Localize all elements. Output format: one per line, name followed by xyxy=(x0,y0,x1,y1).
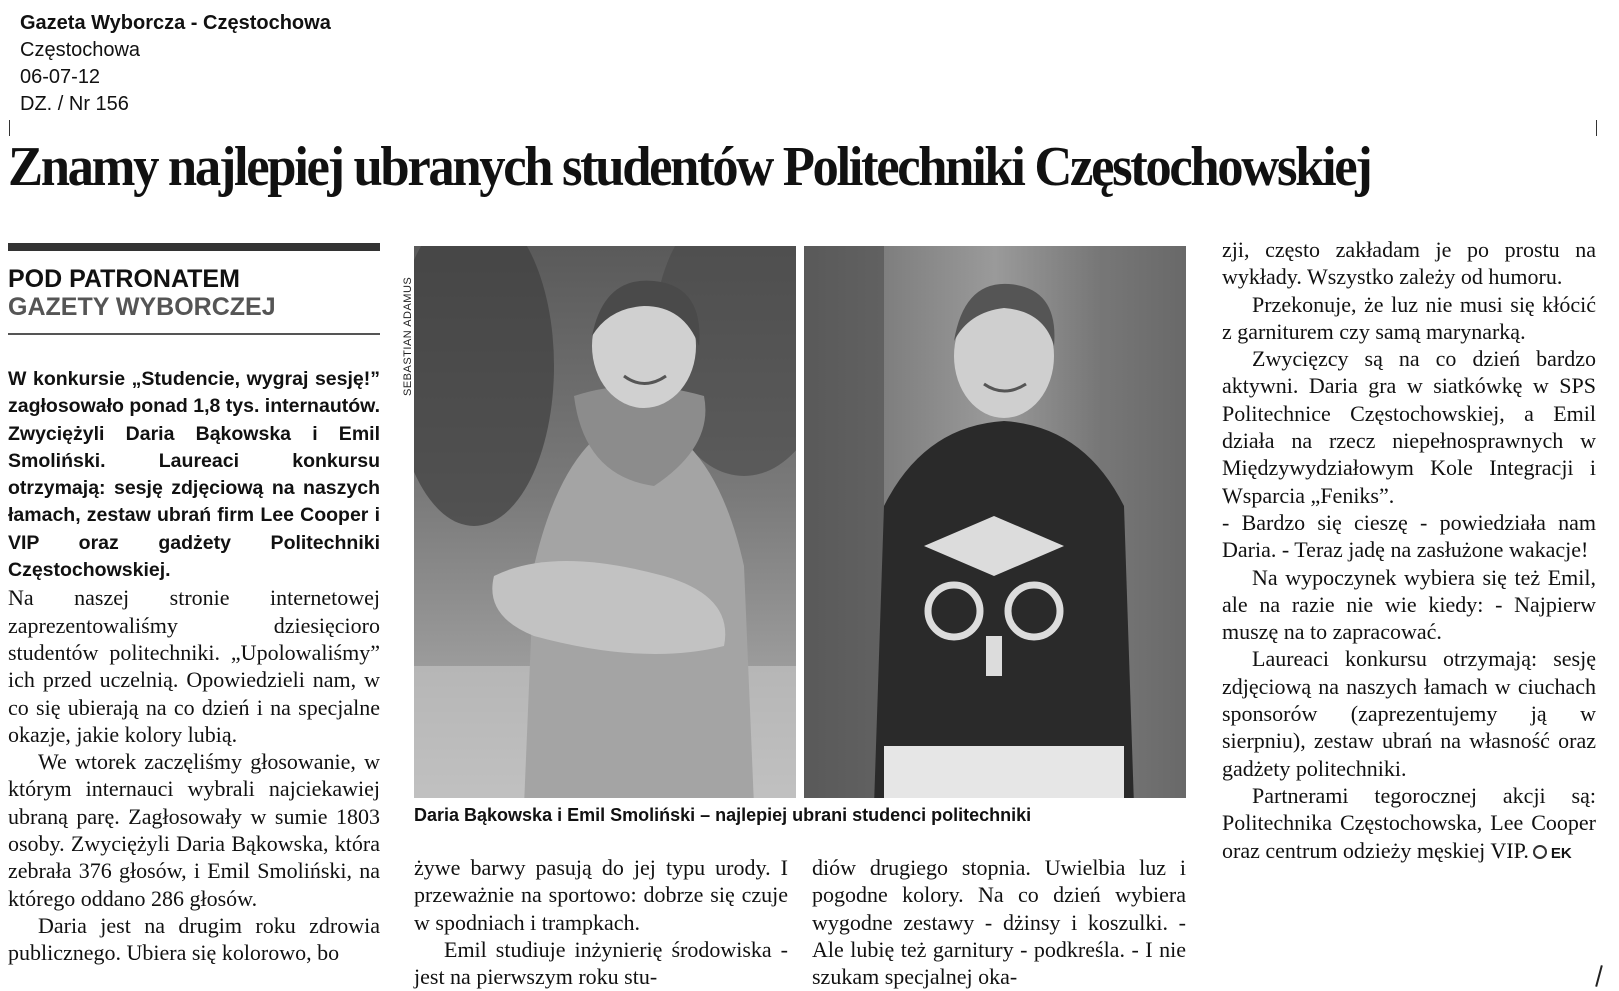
paragraph: We wtorek zaczęliśmy głosowanie, w którym internauci wybrali najciekawiej ubraną parę. Zagłosowały w sumie 1803 osoby. Zwyciężyli Daria Bąkowska, która zebrała 376 głosów, i Emil Smoliński, na którego oddano 286 głosów. xyxy=(8,749,380,911)
patronage-label xyxy=(8,265,276,321)
article-column-3 xyxy=(812,854,1186,990)
source-name: Gazeta Wyborcza - Częstochowa xyxy=(20,12,331,34)
clipping-metadata xyxy=(20,10,331,118)
crop-mark-right xyxy=(1596,120,1597,136)
paragraph: zji, często zakładam je po prostu na wykłady. Wszystko zależy od humoru. xyxy=(1222,237,1596,290)
photo-man-image xyxy=(804,246,1186,798)
paragraph: Na wypoczynek wybiera się też Emil, ale na razie nie wie kiedy: - Najpierw muszę na to zapracować. xyxy=(1222,564,1596,645)
article-column-1 xyxy=(8,366,380,967)
photo-woman-image xyxy=(414,246,796,798)
page-slash-mark xyxy=(1595,965,1603,987)
article-column-2 xyxy=(414,854,788,990)
paragraph: Przekonuje, że luz nie musi się kłócić z garniturem czy samą marynarką. xyxy=(1222,291,1596,344)
article-lead: W konkursie „Studencie, wygraj sesję!” zagłosowało ponad 1,8 tys. internautów. Zwyciężyli Daria Bąkowska i Emil Smoliński. Laureaci konkursu otrzymają: sesję zdjęciową na naszych łamach, zestaw ubrań firm Lee Cooper i VIP oraz gadżety Politechniki Częstochowskiej. xyxy=(8,368,380,582)
end-mark-icon xyxy=(1533,845,1547,859)
article-column-4 xyxy=(1222,236,1596,867)
photo-woman xyxy=(414,246,796,798)
patronage-bottom-rule xyxy=(8,333,380,335)
photo-man xyxy=(804,246,1186,798)
paragraph: Daria jest na drugim roku zdrowia publicznego. Ubiera się kolorowo, bo xyxy=(8,912,380,966)
author-initials: EK xyxy=(1550,844,1572,862)
paragraph: diów drugiego stopnia. Uwielbia luz i pogodne kolory. Na co dzień wybiera wygodne zestawy - dżinsy i koszulki. - Ale lubię też garnitury - podkreśla. - I nie szukam specjalnej oka- xyxy=(812,855,1186,990)
paragraph-final xyxy=(1222,782,1596,867)
publication-date: 06-07-12 xyxy=(20,66,101,88)
paragraph: Emil studiuje inżynierię środowiska - jest na pierwszym roku stu- xyxy=(414,936,788,990)
paragraph: Zwycięzcy są na co dzień bardzo aktywni. Daria gra w siatkówkę w SPS Politechnice Częstochowskiej, a Emil działa na rzecz niepełnosprawnych w Międzywydziałowym Kole Integracji i Wsparcia „Feniks”. xyxy=(1222,346,1596,508)
issue-number: DZ. / Nr 156 xyxy=(20,93,129,115)
paragraph: - Bardzo się cieszę - powiedziała nam Daria. - Teraz jadę na zasłużone wakacje! xyxy=(1222,509,1596,563)
paragraph: żywe barwy pasują do jej typu urody. I przeważnie na sportowo: dobrze się czuje w spodniach i trampkach. xyxy=(414,855,788,935)
crop-mark-left xyxy=(9,120,10,136)
paragraph: Laureaci konkursu otrzymają: sesję zdjęciową na naszych łamach w ciuchach sponsorów (zaprezentujemy ją w sierpniu), zestaw ubrań na własność oraz gadżety politechniki. xyxy=(1222,646,1596,781)
photo-credit-text: SEBASTIAN ADAMUS xyxy=(402,276,414,396)
paragraph-final-text: Partnerami tegorocznej akcji są: Politechnika Częstochowska, Lee Cooper oraz centrum odzieży męskiej VIP. xyxy=(1222,782,1596,863)
paragraph: Na naszej stronie internetowej zaprezentowaliśmy dziesięcioro studentów politechniki. „Upolowaliśmy” ich przed uczelnią. Opowiedzieli nam, w co się ubierają na co dzień i na specjalne okazje, jakie kolory lubią. xyxy=(8,585,380,747)
patronage-line-1: POD PATRONATEM xyxy=(8,265,240,293)
patronage-line-2: GAZETY WYBORCZEJ xyxy=(8,293,276,321)
patronage-top-rule xyxy=(8,243,380,251)
source-city: Częstochowa xyxy=(20,39,141,61)
photo-caption: Daria Bąkowska i Emil Smoliński – najlepiej ubrani studenci politechniki xyxy=(414,805,1032,825)
article-headline: Znamy najlepiej ubranych studentów Politechniki Częstochowskiej xyxy=(8,136,1371,198)
